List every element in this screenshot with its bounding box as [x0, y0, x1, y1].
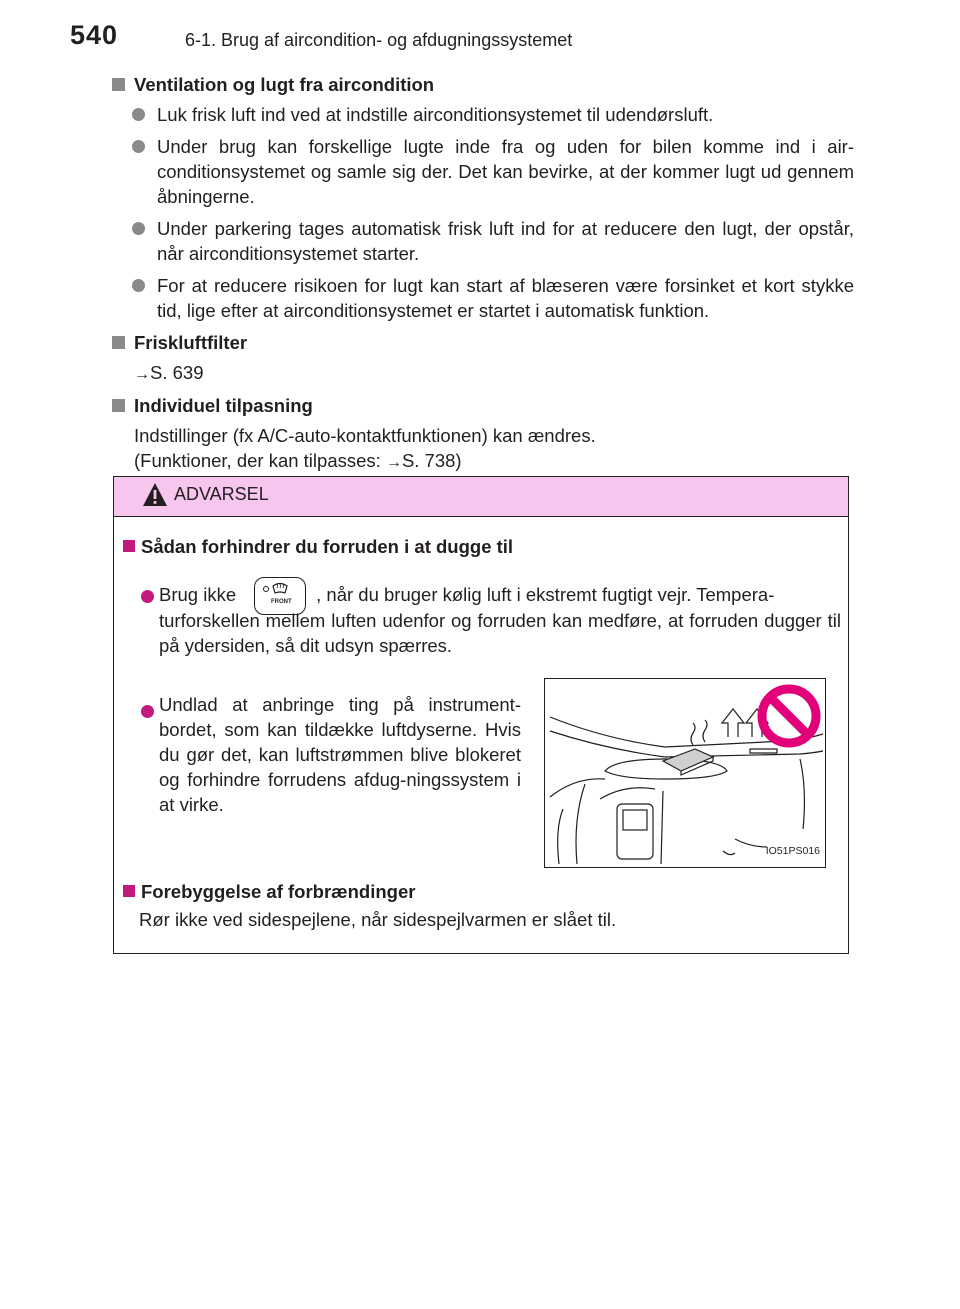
warning-header [114, 477, 848, 517]
custom-text: Indstillinger (fx A/C-auto-kontaktfunktionen) kan ændres. [134, 425, 596, 446]
round-bullet-icon [141, 705, 154, 718]
round-bullet-icon [132, 108, 145, 121]
page-number: 540 [70, 20, 119, 50]
bullet-item: For at reducere risikoen for lugt kan start af blæseren være forsinket et kort stykke tid, lige efter at airconditionsystemet er startet i automatisk funktion. [112, 273, 854, 323]
burn-text: Rør ikke ved sidespejlene, når sidespejlvarmen er slået til. [139, 909, 617, 930]
warning-label: ADVARSEL [174, 484, 269, 504]
defog-bullet-line1: Brug ikke FRONT , når du bruger kølig luft i ekstremt fugtigt vejr. Tempera- [159, 577, 841, 615]
warning-body [114, 517, 848, 953]
warning-box [113, 476, 849, 954]
round-bullet-icon [132, 279, 145, 292]
illustration-code: IO51PS016 [765, 845, 820, 857]
defog-bullet-line2: turforskellen mellem luften udenfor og forruden kan medføre, at forruden dugger til på ydersiden, så dit udsyn spærres. [159, 610, 841, 656]
main-content [112, 72, 854, 481]
dashboard-bullet: Undlad at anbringe ting på instrument-bordet, som kan tildække luftdyserne. Hvis du gør det, kan luftstrømmen blive blokeret og forhindre forrudens afdug-ningssystem i at virke. [159, 694, 521, 815]
warning-triangle-icon [142, 482, 168, 508]
burn-heading: Forebyggelse af forbrændinger [123, 879, 415, 904]
ventilation-heading: Ventilation og lugt fra aircondition [112, 72, 854, 97]
custom-heading: Individuel tilpasning [112, 393, 854, 418]
filter-reference[interactable]: →S. 639 [134, 362, 204, 383]
custom-reference[interactable]: (Funktioner, der kan tilpasses: →S. 738) [134, 450, 462, 471]
dashboard-illustration [544, 678, 826, 868]
round-bullet-icon [141, 590, 154, 603]
square-bullet-icon [123, 540, 135, 552]
square-bullet-icon [123, 885, 135, 897]
section-title: 6-1. Brug af aircondition- og afdugningssystemet [185, 30, 573, 50]
defog-heading: Sådan forhindrer du forruden i at dugge til [123, 534, 513, 559]
round-bullet-icon [132, 140, 145, 153]
bullet-item: Under parkering tages automatisk frisk luft ind for at reducere den lugt, der opstår, når airconditionsystemet starter. [112, 216, 854, 266]
arrow-right-icon: → [385, 454, 402, 471]
square-bullet-icon [112, 336, 125, 349]
square-bullet-icon [112, 78, 125, 91]
arrow-right-icon: → [134, 366, 150, 383]
bullet-item: Under brug kan forskellige lugte inde fra og uden for bilen komme ind i air-conditionsystemet og samle sig der. Det kan bevirke, at der kommer lugt ud gennem åbningerne. [112, 134, 854, 209]
square-bullet-icon [112, 399, 125, 412]
bullet-item: Luk frisk luft ind ved at indstille airconditionsystemet til udendørsluft. [112, 102, 854, 127]
front-button-label: FRONT [271, 599, 292, 605]
filter-heading: Friskluftfilter [112, 330, 854, 355]
round-bullet-icon [132, 222, 145, 235]
